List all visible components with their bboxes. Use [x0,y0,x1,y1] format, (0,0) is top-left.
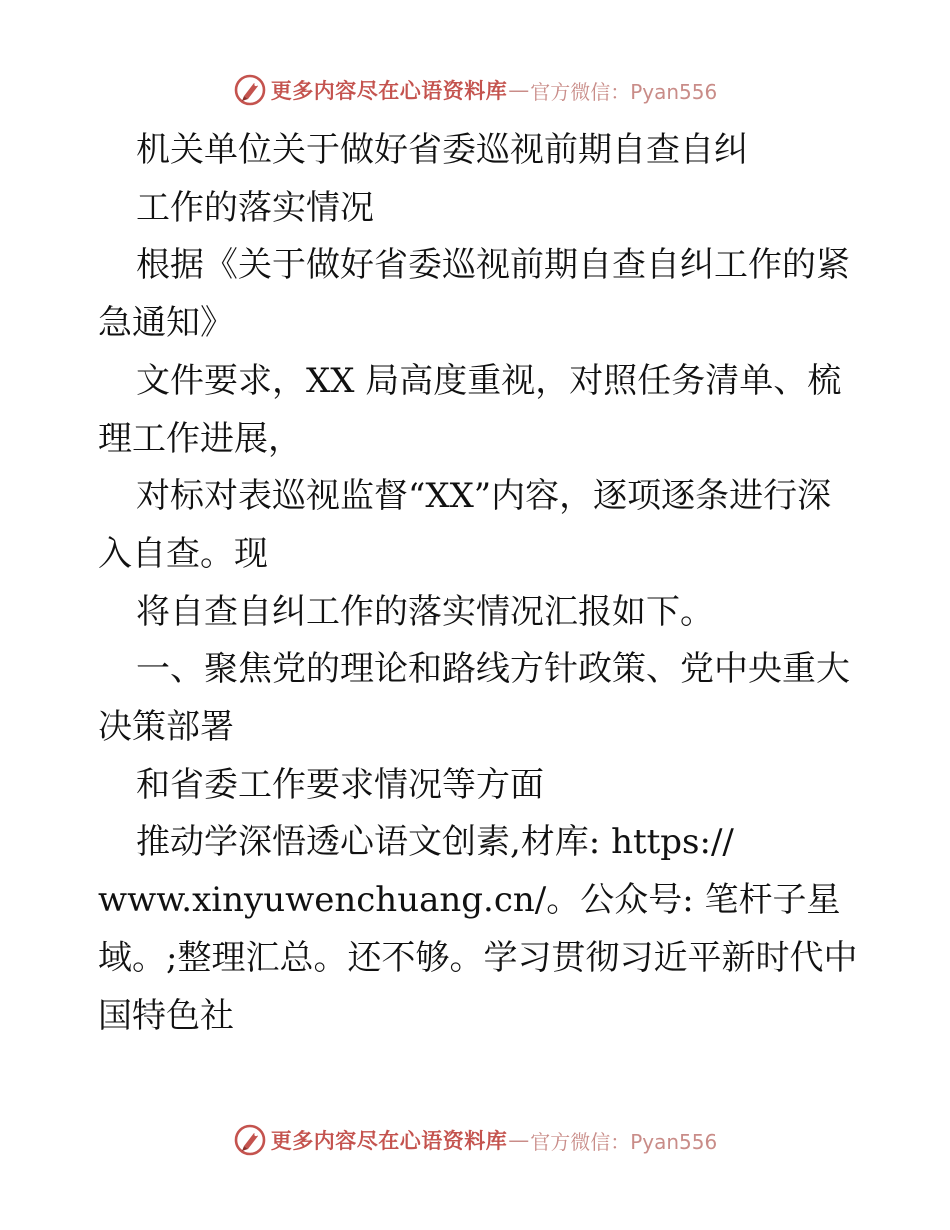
paragraph-5-line-2: www.xinyuwenchuang.cn/。公众号: 笔杆子星 [98,880,841,921]
pen-logo-icon [233,73,267,107]
doc-title-line-2: 工作的落实情况 [136,187,374,228]
header-banner [0,70,950,110]
banner-wechat: 官方微信：Pyan556 [530,79,718,104]
paragraph-4: 将自查自纠工作的落实情况汇报如下。 [136,591,714,632]
document-body [98,122,858,1045]
banner-title: 更多内容尽在心语资料库 [270,1128,508,1153]
doc-title-line-1: 机关单位关于做好省委巡视前期自查自纠 [136,130,748,170]
banner-wechat: 官方微信：Pyan556 [530,1129,718,1154]
paragraph-5-line-1: 推动学深悟透心语文创素,材库: https:// [136,822,734,863]
paragraph-2: 文件要求，XX 局高度重视，对照任务清单、梳理工作进展， [98,360,842,459]
footer-banner [0,1120,950,1160]
banner-dash: — [508,1128,530,1152]
pen-logo-icon [233,1123,267,1157]
section-heading-1: 一、聚焦党的理论和路线方针政策、党中央重大决策部署 [98,649,850,748]
banner-dash: — [508,78,530,102]
paragraph-3: 对标对表巡视监督“XX”内容，逐项逐条进行深入自查。现 [98,476,832,574]
section-heading-1-cont: 和省委工作要求情况等方面 [136,764,544,805]
paragraph-5-line-3: 域。;整理汇总。还不够。学习贯彻习近平新时代中国特色社 [98,937,858,1036]
paragraph-1: 根据《关于做好省委巡视前期自查自纠工作的紧急通知》 [98,245,850,344]
banner-title: 更多内容尽在心语资料库 [270,78,508,103]
